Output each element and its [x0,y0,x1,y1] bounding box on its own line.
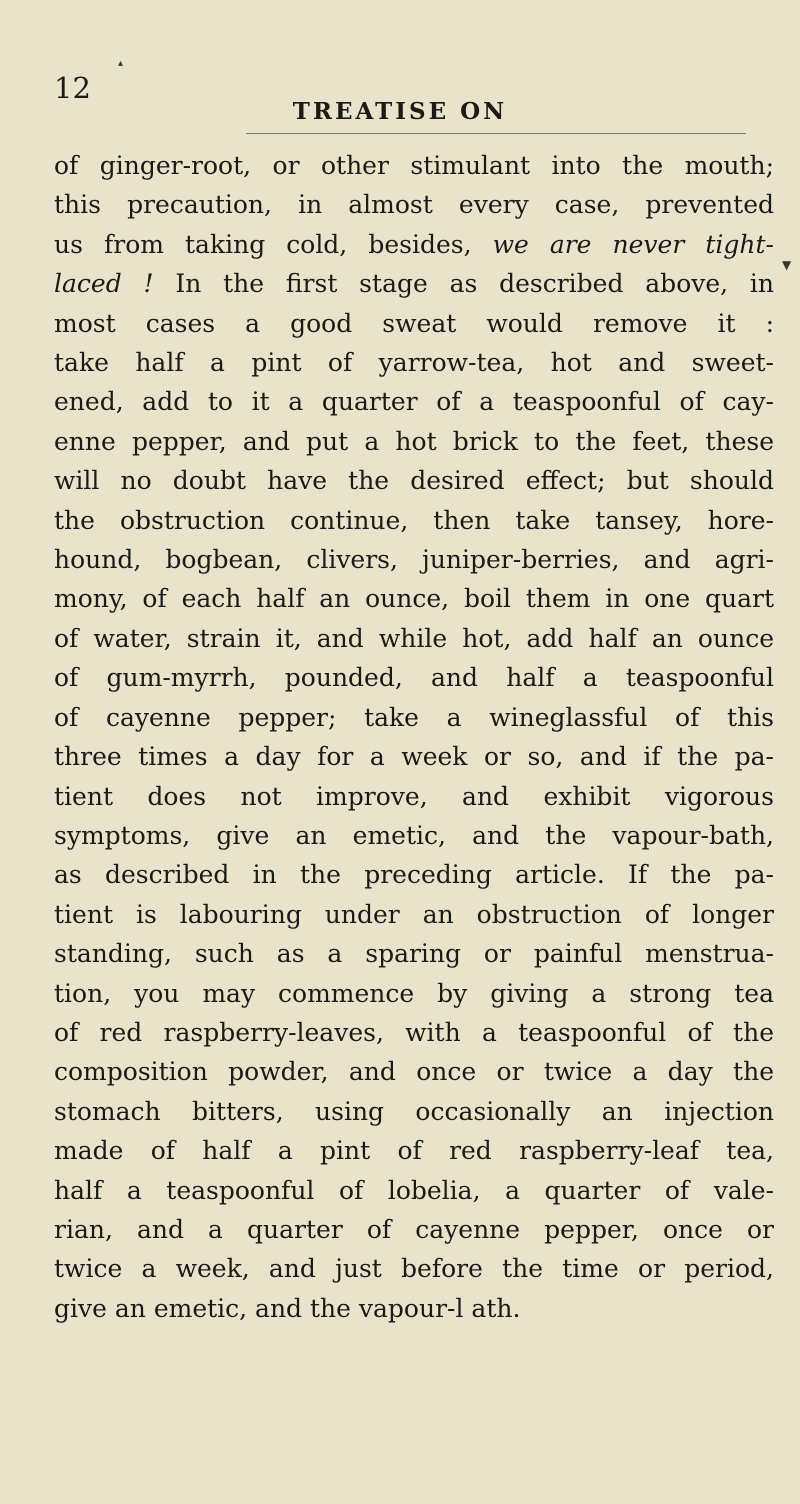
text-run: twice a week, and just before the time or period, [54,1254,774,1284]
italic-run: laced ! [54,269,154,299]
text-line [54,1092,774,1131]
text-line [54,304,774,343]
text-run: tient is labouring under an obstruction of longer [54,899,774,929]
text-line [54,1052,774,1091]
text-run: ened, add to it a quarter of a teaspoonful of cay- [54,387,774,417]
text-line [54,698,774,737]
text-line [54,185,774,224]
text-run: this precaution, in almost every case, prevented [54,190,774,220]
text-line [54,146,774,185]
text-line [54,501,774,540]
text-run: three times a day for a week or so, and if the pa- [54,742,774,772]
text-run: rian, and a quarter of cayenne pepper, once or [54,1214,774,1244]
text-run: composition powder, and once or twice a day the [54,1057,774,1087]
text-run: of red raspberry-leaves, with a teaspoonful of the [54,1017,774,1047]
header-rule [246,133,746,134]
text-line [54,658,774,697]
speck-mark: ▴ [118,58,124,69]
text-line [54,895,774,934]
text-line [54,777,774,816]
text-line [54,619,774,658]
text-line [54,934,774,973]
body-text [54,146,774,1328]
text-run: of water, strain it, and while hot, add half an ounce [54,623,774,653]
text-line [54,1171,774,1210]
text-line [54,382,774,421]
text-run: standing, such as a sparing or painful menstrua- [54,939,774,969]
text-run: as described in the preceding article. If the pa- [54,860,774,890]
text-run: most cases a good sweat would remove it : [54,308,774,338]
text-run: symptoms, give an emetic, and the vapour-bath, [54,820,774,850]
text-line [54,422,774,461]
text-run: of cayenne pepper; take a wineglassful of this [54,702,774,732]
text-line [54,1289,774,1328]
page-number: 12 [54,71,91,105]
text-run: of gum-myrrh, pounded, and half a teaspoonful [54,663,774,693]
text-line [54,1249,774,1288]
text-line [54,1131,774,1170]
text-run: tion, you may commence by giving a strong tea [54,978,774,1008]
running-head: TREATISE ON [292,98,508,125]
text-run: of ginger-root, or other stimulant into the mouth; [54,151,774,180]
text-run: the obstruction continue, then take tansey, hore- [54,505,774,535]
text-run: tient does not improve, and exhibit vigorous [54,781,774,811]
text-run: made of half a pint of red raspberry-leaf tea, [54,1136,774,1166]
text-line [54,1013,774,1052]
text-run: In the first stage as described above, in [153,269,775,299]
text-line [54,737,774,776]
text-run: enne pepper, and put a hot brick to the feet, these [54,426,774,456]
text-line [54,225,774,264]
text-run: stomach bitters, using occasionally an injection [54,1096,774,1126]
text-line [54,540,774,579]
text-run: us from taking cold, besides, [54,229,493,259]
text-line [54,461,774,500]
text-line [54,579,774,618]
text-line [54,816,774,855]
text-line [54,1210,774,1249]
text-line [54,974,774,1013]
speck-mark: ▼ [782,258,792,272]
italic-run: we are never tight- [492,229,774,259]
text-run: take half a pint of yarrow-tea, hot and sweet- [54,348,774,378]
text-line [54,264,774,303]
text-run: hound, bogbean, clivers, juniper-berries, and agri- [54,545,774,575]
text-line [54,343,774,382]
text-run: half a teaspoonful of lobelia, a quarter of vale- [54,1175,774,1205]
text-run: will no doubt have the desired effect; but should [54,466,774,496]
text-run: give an emetic, and the vapour-l ath. [54,1293,521,1323]
text-line [54,855,774,894]
text-run: mony, of each half an ounce, boil them in one quart [54,584,774,614]
